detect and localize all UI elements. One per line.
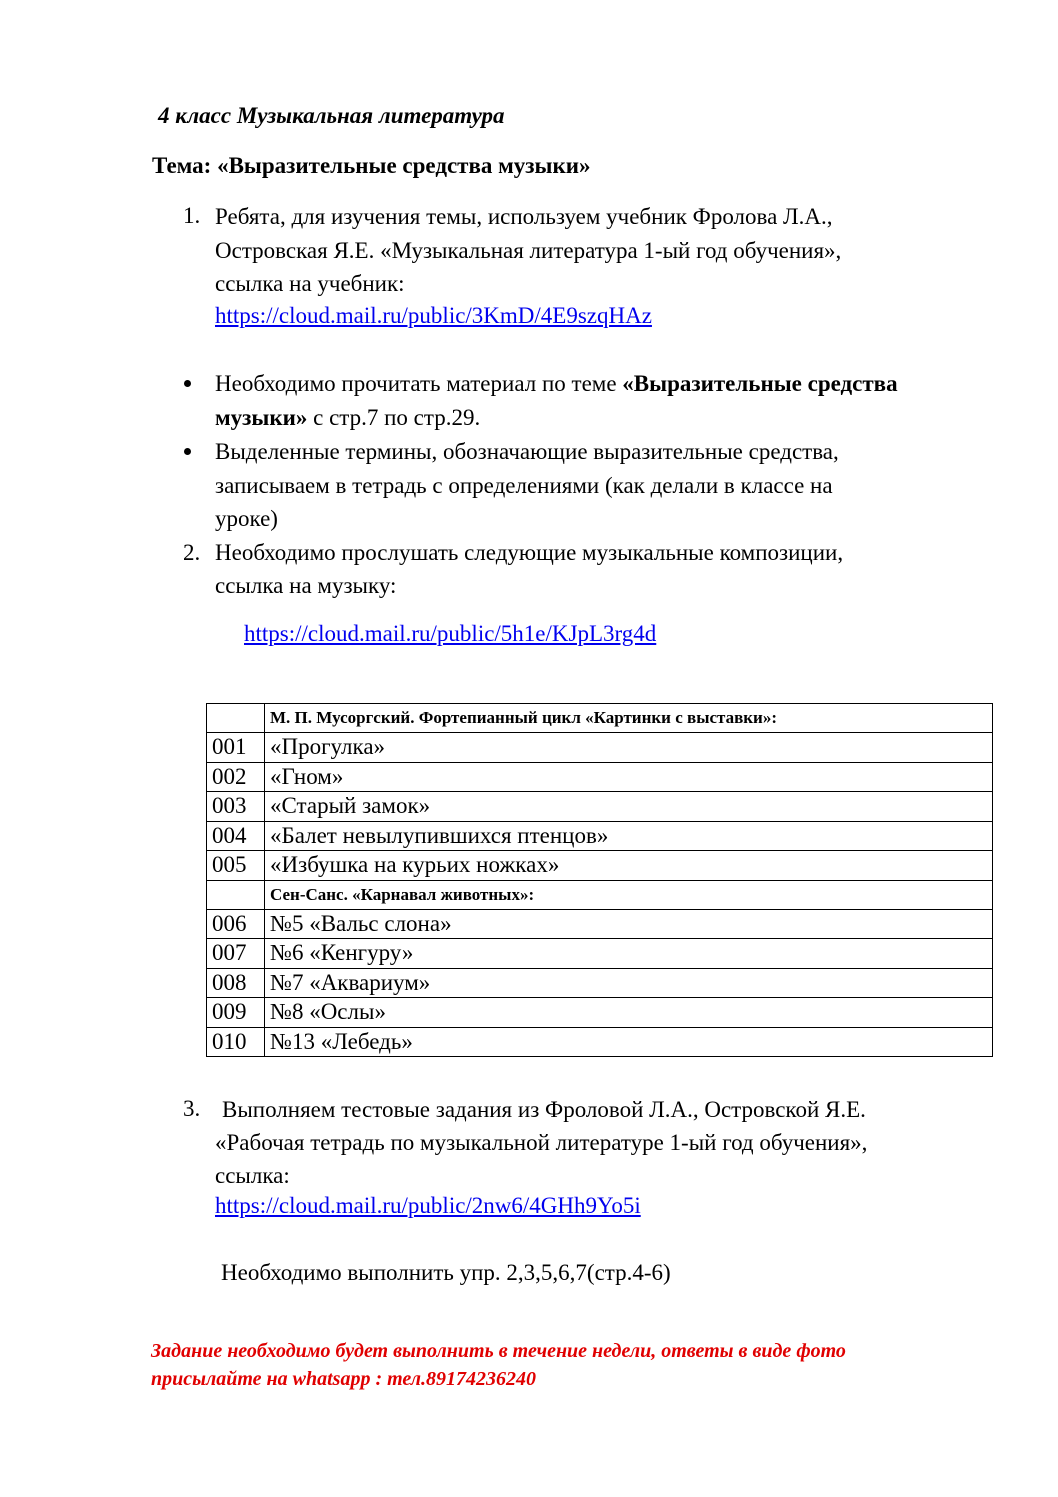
item-3-line-2: «Рабочая тетрадь по музыкальной литературе 1-ый год обучения»,: [215, 1130, 868, 1155]
item-1-line-2: Островская Я.Е. «Музыкальная литература 1-ый год обучения»,: [215, 238, 842, 263]
deadline-note-line-1: Задание необходимо будет выполнить в течение недели, ответы в виде фото: [151, 1340, 846, 1362]
track-title: №7 «Аквариум»: [265, 968, 993, 998]
bullet-2-line-1: Выделенные термины, обозначающие выразительные средства,: [215, 439, 839, 464]
group-2-title: Сен-Санс. «Карнавал животных»:: [265, 880, 993, 909]
bullet-2-line-3: уроке): [215, 506, 278, 531]
music-link[interactable]: https://cloud.mail.ru/public/5h1e/KJpL3rg4d: [244, 621, 657, 646]
item-2-number: 2.: [183, 540, 201, 565]
bullet-1-bold-2: музыки»: [215, 405, 308, 430]
item-2-line-2: ссылка на музыку:: [215, 573, 397, 598]
bullet-icon: [184, 448, 191, 455]
table-row: [207, 733, 993, 763]
track-title: №13 «Лебедь»: [265, 1027, 993, 1057]
works-table: [206, 703, 993, 1057]
item-3-line-3: ссылка:: [215, 1163, 290, 1188]
track-title: «Балет невылупившихся птенцов»: [265, 821, 993, 851]
group-1-title: М. П. Мусоргский. Фортепианный цикл «Картинки с выставки»:: [265, 704, 993, 733]
item-1-number: 1.: [183, 203, 201, 228]
table-row: [207, 998, 993, 1028]
table-row: [207, 821, 993, 851]
item-1-line-1: Ребята, для изучения темы, используем учебник Фролова Л.А.,: [215, 204, 833, 229]
table-row: [207, 851, 993, 881]
table-row: [207, 939, 993, 969]
track-number: 002: [207, 762, 265, 792]
track-number: 007: [207, 939, 265, 969]
table-row: [207, 762, 993, 792]
track-title: №8 «Ослы»: [265, 998, 993, 1028]
track-number: 006: [207, 909, 265, 939]
track-number: 009: [207, 998, 265, 1028]
workbook-link[interactable]: https://cloud.mail.ru/public/2nw6/4GHh9Yo5i: [215, 1193, 641, 1218]
table-row: [207, 968, 993, 998]
track-number: 008: [207, 968, 265, 998]
track-number: 001: [207, 733, 265, 763]
track-number: 005: [207, 851, 265, 881]
track-number: 010: [207, 1027, 265, 1057]
track-title: «Старый замок»: [265, 792, 993, 822]
table-group-header: [207, 880, 993, 909]
bullet-1-text: Необходимо прочитать материал по теме: [215, 371, 623, 396]
bullet-2-line-2: записываем в тетрадь с определениями (как делали в классе на: [215, 473, 833, 498]
bullet-1-pages: с стр.7 по стр.29.: [307, 405, 481, 430]
deadline-note-line-2: присылайте на whatsapp : тел.89174236240: [151, 1368, 537, 1390]
item-2-line-1: Необходимо прослушать следующие музыкальные композиции,: [215, 540, 844, 565]
table-row: [207, 1027, 993, 1057]
track-title: №6 «Кенгуру»: [265, 939, 993, 969]
bullet-1-bold-1: «Выразительные средства: [622, 371, 898, 396]
textbook-link[interactable]: https://cloud.mail.ru/public/3KmD/4E9szqHAz: [215, 303, 652, 328]
exercise-instruction: Необходимо выполнить упр. 2,3,5,6,7(стр.4-6): [221, 1260, 671, 1285]
item-3-number: 3.: [183, 1096, 201, 1121]
bullet-1-line-1: [215, 367, 898, 400]
track-number: 004: [207, 821, 265, 851]
track-title: «Избушка на курьих ножках»: [265, 851, 993, 881]
track-title: «Гном»: [265, 762, 993, 792]
item-1-line-3: ссылка на учебник:: [215, 271, 405, 296]
topic-heading: Тема: «Выразительные средства музыки»: [152, 153, 591, 178]
bullet-1-line-2: [215, 401, 480, 434]
bullet-icon: [184, 380, 191, 387]
track-title: «Прогулка»: [265, 733, 993, 763]
grade-subject-heading: 4 класс Музыкальная литература: [158, 103, 505, 128]
track-title: №5 «Вальс слона»: [265, 909, 993, 939]
table-row: [207, 909, 993, 939]
track-number: 003: [207, 792, 265, 822]
table-group-header: [207, 704, 993, 733]
table-row: [207, 792, 993, 822]
item-3-line-1: Выполняем тестовые задания из Фроловой Л.А., Островской Я.Е.: [222, 1097, 866, 1122]
